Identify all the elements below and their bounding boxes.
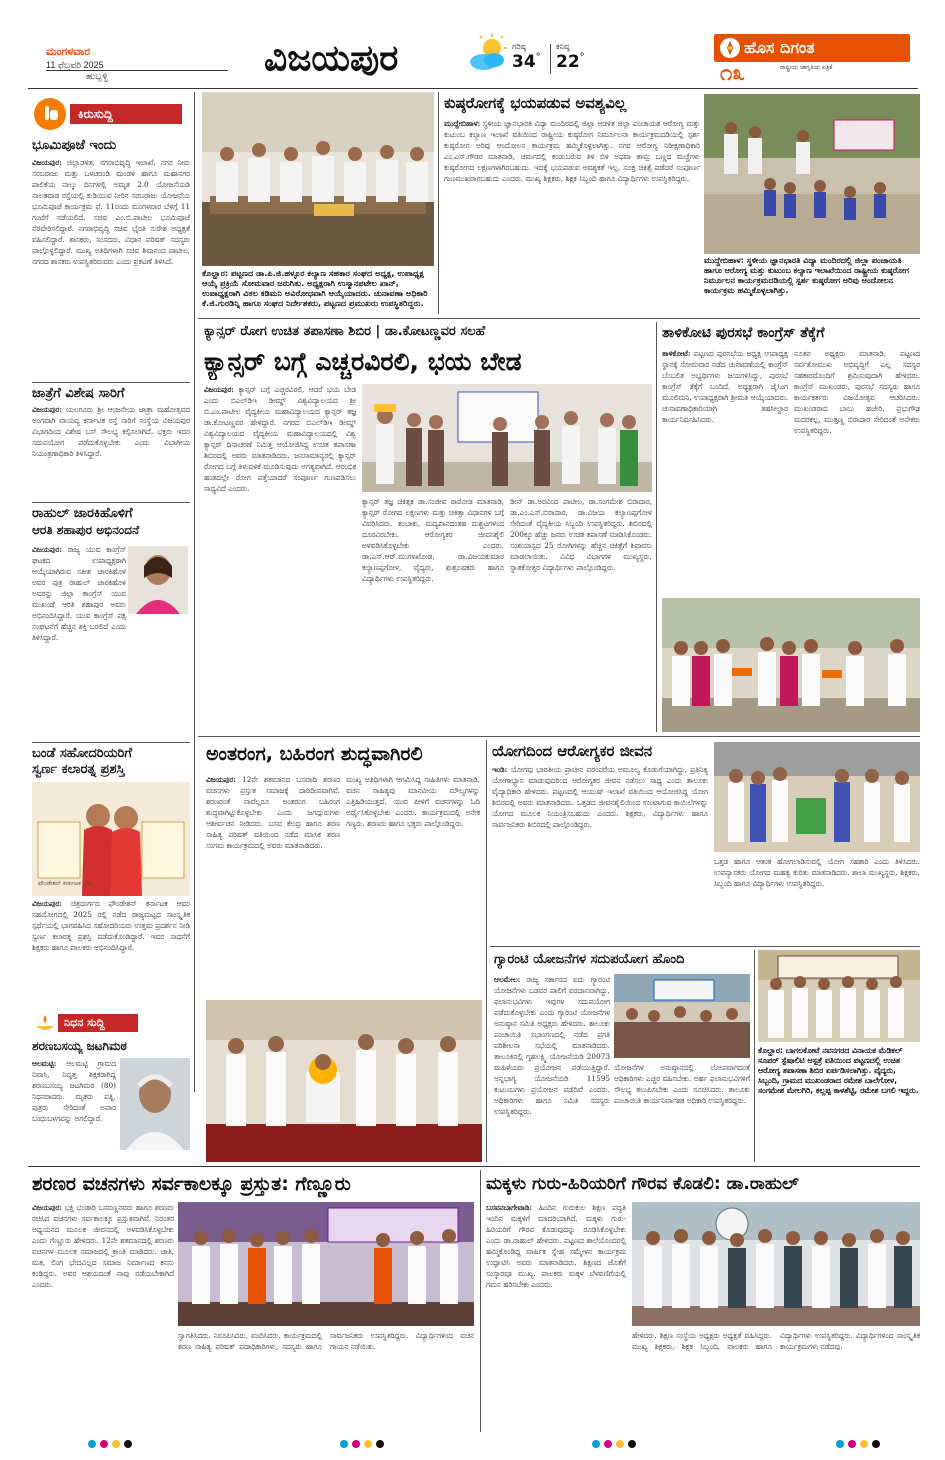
kirusuddi-header	[30, 96, 190, 132]
brief-2-lead: ವಿಜಯಪುರ:	[32, 405, 62, 414]
cancer-col-3	[510, 496, 652, 732]
guarantee-photo	[614, 974, 750, 1058]
lamp-icon	[34, 1014, 56, 1034]
brief-4-photo-caption: ಫೌಂಡೇಶನ್ ಕರ್ನಾಟಕ ಪ್ರಶಸ್ತಿ	[38, 880, 94, 887]
makkalu-lead: ಬಸವನಬಾಗೇವಾಡಿ:	[486, 1203, 533, 1212]
sharana-lead: ವಿಜಯಪುರ:	[32, 1203, 62, 1212]
nidhana-name: ಶರಣಬಸಯ್ಯ ಜಟಗಿಮಠ	[32, 1039, 127, 1053]
temp-min-label: ಕನಿಷ್ಠ	[556, 42, 570, 51]
yoga-text-2: ಒತ್ತಡ ಹಾಗೂ ಆತಂಕ ಹೋಗಲಾಡಿಸುವಲ್ಲಿ ಯೋಗ ಸಹಕಾರಿ ಎಂದು ತಿಳಿಸಿದರು. ಉಪನ್ಯಾಸಕರು ಯೋಗದ ಮಹತ್ವ ಕುರಿತು ಮಾತನಾಡಿದರು. ಶಾಲಾ ಮುಖ್ಯಸ್ಥರು, ಶಿಕ್ಷಕರು, ಸಿಬ್ಬಂದಿ ಹಾಗೂ ವಿದ್ಯಾರ್ಥಿಗಳು ಉಪಸ್ಥಿತರಿದ್ದರು.	[714, 857, 920, 888]
top-photo-caption: ಕೊಲ್ಹಾರ: ಪಟ್ಟಣದ ಡಾ.ಪಿ.ಜಿ.ಹಳ್ಳೂರ ಕಲ್ಯಾಣ ಸಹಕಾರ ಸಂಘದ ಅಧ್ಯಕ್ಷ, ಉಪಾಧ್ಯಕ್ಷ ಆಯ್ಕೆ ಪ್ರಕ್ರಿಯೆ ಸೋಮವಾರ ಜರುಗಿತು. ಅಧ್ಯಕ್ಷರಾಗಿ ಉಸ್ಮಾನಪಟೇಲ ಖಾನ್, ಉಪಾಧ್ಯಕ್ಷರಾಗಿ ವಿಠಲ ಕಡಿಮನಿ ಅವಿರೋಧವಾಗಿ ಆಯ್ಕೆಯಾದರು. ಚುನಾವಣಾ ಅಧಿಕಾರಿ ಕೆ.ಜಿ.ಗುರಡಿನ್ನಿ ಹಾಗೂ ಸಂಘದ ನಿರ್ದೇಶಕರು, ಪಟ್ಟಣದ ಪ್ರಮುಖರು ಉಪಸ್ಥಿತರಿದ್ದರು.	[202, 268, 428, 308]
kolhar-photo	[758, 950, 920, 1042]
brief-3-lead: ವಿಜಯಪುರ:	[32, 545, 62, 554]
temp-min-value: 22	[556, 52, 580, 72]
talikoti-text-1: ಪಟ್ಟಣದ ಪುರಸಭೆಯ ಅಧ್ಯಕ್ಷ ಉಪಾಧ್ಯಕ್ಷ ಸ್ಥಾನಕ್ಕೆ ಸೋಮವಾರ ನಡೆದ ಚುನಾವಣೆಯಲ್ಲಿ ಕಾಂಗ್ರೆಸ್ ಬೆಂಬಲಿತ ಅಭ್ಯರ್ಥಿಗಳು ಜಯಗಳಿಸಿದ್ದು, ಪುರಸಭೆ ಕಾಂಗ್ರೆಸ್ ತೆಕ್ಕೆಗೆ ಬಂದಿದೆ. ಅಧ್ಯಕ್ಷರಾಗಿ ಜೈಸಿಂಗ ಮೂಲಿಮನಿ, ಉಪಾಧ್ಯಕ್ಷರಾಗಿ ಶ್ರೀಮತಿ ಆಯ್ಕೆಯಾದರು. ಚುನಾವಣಾಧಿಕಾರಿಯಾಗಿ ತಹಸೀಲ್ದಾರ ಕಾರ್ಯನಿರ್ವಹಿಸಿದರು.	[662, 349, 788, 424]
kushta-photo	[704, 94, 920, 254]
yoga-photo	[714, 742, 920, 852]
brief-2	[32, 386, 190, 498]
temp-max-deg: °	[535, 52, 541, 63]
cancer-headline: ಕ್ಯಾನ್ಸರ್ ಬಗ್ಗೆ ಎಚ್ಚರವಿರಲಿ, ಭಯ ಬೇಡ	[204, 347, 522, 376]
antaranga-col-1	[206, 774, 340, 996]
dot-black	[376, 1440, 384, 1448]
nidhana-text: ಆಲಮಟ್ಟಿ ಗ್ರಾಮದ ನಿವಾಸಿ, ನಿವೃತ್ತ ಶಿಕ್ಷಕರಾಗಿದ್ದ ಶರಣಬಸಯ್ಯ ಜಟಗಿಮಠ (80) ನಿಧನರಾದರು. ಮೃತರು ಪತ್ನಿ, ಪುತ್ರರು ಸೇರಿದಂತೆ ಅಪಾರ ಬಂಧುಬಳಗವನ್ನು ಅಗಲಿದ್ದಾರೆ.	[32, 1059, 116, 1123]
talikoti-lead: ತಾಳಿಕೋಟೆ:	[662, 349, 691, 358]
makkalu-text-1: ಹಿಂದಿನ ಗುರುಕುಲ ಶಿಕ್ಷಣ ಪದ್ಧತಿ ಇಂದಿನ ಮಕ್ಕಳಿಗೆ ಮಾದರಿಯಾಗಿದೆ. ಮಕ್ಕಳು ಗುರು-ಹಿರಿಯರಿಗೆ ಗೌರವ ಕೊಡುವುದನ್ನು ರೂಢಿಸಿಕೊಳ್ಳಬೇಕು ಎಂದು ಡಾ.ರಾಹುಲ್ ಹೇಳಿದರು. ಪಟ್ಟಣದ ಶಾಲೆಯೊಂದರಲ್ಲಿ ಹಮ್ಮಿಕೊಂಡಿದ್ದ ವಾರ್ಷಿಕ ಸ್ನೇಹ ಸಮ್ಮೇಳನ ಕಾರ್ಯಕ್ರಮ ಉದ್ಘಾಟಿಸಿ ಅವರು ಮಾತನಾಡಿದರು. ಶಿಕ್ಷಣದ ಜೊತೆಗೆ ಸಂಸ್ಕಾರವೂ ಮುಖ್ಯ. ಪಾಲಕರು ಮಕ್ಕಳ ಬೆಳವಣಿಗೆಯಲ್ಲಿ ಗಮನ ಹರಿಸಬೇಕು ಎಂದರು.	[486, 1203, 626, 1289]
antaranga-text-2: ಮುಖ್ಯ ಅತಿಥಿಗಳಾಗಿ ಆಗಮಿಸಿದ್ದ ಸಾಹಿತಿಗಳು ಮಾತನಾಡಿ, ವಚನ ಸಾಹಿತ್ಯವು ಮಾನವೀಯ ಮೌಲ್ಯಗಳನ್ನು ಎತ್ತಿಹಿಡಿಯುತ್ತದೆ. ಯುವ ಪೀಳಿಗೆ ವಚನಗಳನ್ನು ಓದಿ ಅರ್ಥೈಸಿಕೊಳ್ಳಬೇಕು ಎಂದರು. ಕಾರ್ಯಕ್ರಮದಲ್ಲಿ ಅನೇಕ ಗಣ್ಯರು, ಶರಣರು ಹಾಗೂ ಭಕ್ತರು ಪಾಲ್ಗೊಂಡಿದ್ದರು.	[346, 775, 480, 828]
antaranga-photo	[206, 1000, 482, 1162]
nidhana-label: ನಿಧನ ಸುದ್ದಿ	[64, 1016, 105, 1029]
masthead-dateline	[46, 70, 228, 71]
sharana-col-2	[178, 1330, 474, 1430]
temp-max-label: ಗರಿಷ್ಠ	[512, 42, 526, 51]
nidhana-section	[30, 1012, 192, 1160]
brief-4-headline-2: ಸ್ವರ್ಣ ಕಲಾರತ್ನ ಪ್ರಶಸ್ತಿ	[32, 762, 125, 777]
cancer-col-1	[204, 384, 356, 732]
brief-rule-3	[32, 742, 190, 743]
masthead-dateblock	[46, 46, 226, 86]
brief-rule-2	[32, 502, 190, 503]
kushta-body	[444, 118, 700, 318]
kushta-headline: ಕುಷ್ಠರೋಗಕ್ಕೆ ಭಯಪಡುವ ಅವಶ್ಯವಿಲ್ಲ	[444, 94, 627, 112]
brand-logo-icon	[720, 38, 740, 58]
sharana-headline: ಶರಣರ ವಚನಗಳು ಸರ್ವಕಾಲಕ್ಕೂ ಪ್ರಸ್ತುತ: ಗೆಣ್ಣೂರು	[32, 1173, 351, 1195]
nidhana-body	[32, 1058, 116, 1156]
cancer-lead: ವಿಜಯಪುರ:	[204, 385, 234, 394]
brand-banner	[714, 34, 910, 62]
rule-yoga-guarantee	[490, 946, 920, 947]
talikoti-headline: ತಾಳಿಕೋಟಿ ಪುರಸಭೆ ಕಾಂಗ್ರೆಸ್ ತೆಕ್ಕೆಗೆ	[662, 325, 825, 341]
kirusuddi-label-bar	[70, 104, 182, 124]
brief-4-text: ಚಿತ್ರದುರ್ಗದ ಫೌಂಡೇಶನ್ ಕರ್ನಾಟಕ ಆವರ ಸಹಯೋಗದಲ್ಲಿ 2025 ರಲ್ಲಿ ನಡೆದ ರಾಜ್ಯಮಟ್ಟದ ಸಾಂಸ್ಕೃತಿಕ ಸ್ಪರ್ಧೆಯಲ್ಲಿ ಭಾಗವಹಿಸಿದ ಸಹೋದರಿಯರು ಉತ್ತಮ ಪ್ರದರ್ಶನ ನೀಡಿ ಸ್ವರ್ಣ ಕಲಾರತ್ನ ಪ್ರಶಸ್ತಿ ಪಡೆದುಕೊಂಡಿದ್ದಾರೆ. ಇವರ ಸಾಧನೆಗೆ ಶಿಕ್ಷಕರು ಹಾಗೂ ಪಾಲಕರು ಅಭಿನಂದಿಸಿದ್ದಾರೆ.	[32, 899, 190, 952]
masthead-day: ಮಂಗಳವಾರ	[46, 46, 91, 58]
yoga-text: ಯೋಗವು ಭಾರತೀಯ ಪ್ರಾಚೀನ ಪರಂಪರೆಯ ಅಮೂಲ್ಯ ಕೊಡುಗೆಯಾಗಿದ್ದು, ಪ್ರತಿನಿತ್ಯ ಯೋಗಾಭ್ಯಾಸ ಮಾಡುವುದರಿಂದ ಆರೋಗ್ಯಕರ ಜೀವನ ನಡೆಸಲು ಸಾಧ್ಯ ಎಂದು ತಾಲೂಕು ವೈದ್ಯಾಧಿಕಾರಿ ಹೇಳಿದರು. ಪಟ್ಟಣದಲ್ಲಿ ಆಯುಷ್ ಇಲಾಖೆ ವತಿಯಿಂದ ಆಯೋಜಿಸಿದ್ದ ಯೋಗ ಶಿಬಿರದಲ್ಲಿ ಅವರು ಮಾತನಾಡಿದರು. ಒತ್ತಡದ ಜೀವನಶೈಲಿಯಿಂದ ಉಂಟಾಗುವ ಕಾಯಿಲೆಗಳನ್ನು ಯೋಗದ ಮೂಲಕ ನಿಯಂತ್ರಿಸಬಹುದು ಎಂದರು. ಶಿಕ್ಷಕರು, ವಿದ್ಯಾರ್ಥಿಗಳು ಹಾಗೂ ಸಾರ್ವಜನಿಕರು ಶಿಬಿರದಲ್ಲಿ ಪಾಲ್ಗೊಂಡಿದ್ದರು.	[492, 765, 708, 829]
makkalu-col-1	[486, 1202, 626, 1430]
sharana-text-2: ಸ್ವಾಗತಿಸಿದರು. ನಿರೂಪಿಸಿದರು, ವಂದಿಸಿದರು. ಕಾರ್ಯಕ್ರಮದಲ್ಲಿ ಶರಣ ಸಾಹಿತ್ಯ ಪರಿಷತ್ ಪದಾಧಿಕಾರಿಗಳು, ಸದಸ್ಯರು ಹಾಗೂ ಸಾರ್ವಜನಿಕರು ಉಪಸ್ಥಿತರಿದ್ದರು. ವಿದ್ಯಾರ್ಥಿಗಳಿಂದ ವಚನ ಗಾಯನ ನಡೆಯಿತು.	[178, 1331, 474, 1351]
brief-1	[32, 138, 190, 378]
temp-divider	[550, 44, 551, 74]
makkalu-col-2	[632, 1330, 920, 1430]
brief-4-headline-1: ಬಂಡೆ ಸಹೋದರಿಯರಿಗೆ	[32, 746, 132, 761]
masthead	[0, 0, 945, 88]
brief-3-body	[32, 544, 126, 740]
dot-black	[628, 1440, 636, 1448]
cancer-text-3: ಡೀನ್ ಡಾ.ಅರವಿಂದ ಪಾಟೀಲ, ಡಾ.ಸಂಗಮೇಶ ಬಿರಾದಾರ, ಡಾ.ಎಂ.ಎಸ್.ಬಿರಾದಾರ, ಡಾ.ವಿಜಯ ಕಲ್ಯಾಣಪ್ಪಗೋಳ ಸೇರಿದಂತೆ ವೈದ್ಯಕೀಯ ಸಿಬ್ಬಂದಿ ಉಪಸ್ಥಿತರಿದ್ದರು. ಶಿಬಿರದಲ್ಲಿ 200ಕ್ಕೂ ಹೆಚ್ಚು ಜನರು ಉಚಿತ ತಪಾಸಣೆ ಮಾಡಿಸಿಕೊಂಡರು. ಸಂಶಯಾಸ್ಪದ 25 ರೋಗಿಗಳನ್ನು ಹೆಚ್ಚಿನ ಚಿಕಿತ್ಸೆಗೆ ಶಿಫಾರಸು ಮಾಡಲಾಯಿತು. ವಿವಿಧ ವಿಭಾಗಗಳ ಮುಖ್ಯಸ್ಥರು, ಸ್ನಾತಕೋತ್ತರ ವಿದ್ಯಾರ್ಥಿಗಳು ಪಾಲ್ಗೊಂಡಿದ್ದರು.	[510, 497, 652, 572]
dot-black	[124, 1440, 132, 1448]
sharana-right-rule	[480, 1170, 481, 1432]
makkalu-headline: ಮಕ್ಕಳು ಗುರು-ಹಿರಿಯರಿಗೆ ಗೌರವ ಕೊಡಲಿ: ಡಾ.ರಾಹುಲ್	[486, 1174, 799, 1194]
brief-3-headline-2: ಆರತಿ ಶಹಾಪುರ ಅಭಿನಂದನೆ	[32, 523, 140, 537]
cancer-col-2	[362, 496, 504, 732]
masthead-date: 11 ಫೆಬ್ರವರಿ 2025	[46, 60, 104, 70]
top-photo	[202, 92, 434, 266]
kolhar-photo-caption: ಕೊಲ್ಹಾರ: ಬಾಗಲಕೋಟೆ ನವನಗರದ ವಿನಾಯಕ ಮೆಡಿಕಲ್ ಸೂಪರ್ ಸ್ಪೆಷಾಲಿಟಿ ಆಸ್ಪತ್ರೆ ವತಿಯಿಂದ ಪಟ್ಟಣದಲ್ಲಿ ಉಚಿತ ಆರೋಗ್ಯ ತಪಾಸಣಾ ಶಿಬಿರ ಏರ್ಪಡಿಸಲಾಗಿತ್ತು. ವೈದ್ಯರು, ಸಿಬ್ಬಂದಿ, ಗ್ರಾಮದ ಮುಖಂಡರಾದ ರಮೇಶ ಬಾಲೆಗೋಳ, ಸಂಗಮೇಶ ಮೇಲಗಿರಿ, ಕಲ್ಲಪ್ಪ ಕಾಳಶೆಟ್ಟಿ, ರಮೇಶ ಬಗಲಿ ಇದ್ದರು.	[758, 1046, 919, 1095]
guarantee-right-rule	[754, 950, 755, 1162]
guarantee-headline: ಗ್ಯಾರಂಟಿ ಯೋಜನೆಗಳ ಸದುಪಯೋಗ ಹೊಂದಿ	[494, 952, 685, 967]
makkalu-photo	[632, 1202, 920, 1326]
kirusuddi-label: ಕಿರುಸುದ್ದಿ	[78, 107, 113, 121]
talikoti-col-1	[662, 348, 788, 592]
dot-yellow	[616, 1440, 624, 1448]
dot-yellow	[860, 1440, 868, 1448]
sharana-text-1: ಭಕ್ತಿ ಭಂಡಾರಿ ಬಸವಣ್ಣನವರು ಹಾಗೂ ಶರಣರು ರಚಿಸಿದ ವಚನಗಳು ಸರ್ವಕಾಲಕ್ಕೂ ಪ್ರಸ್ತುತವಾಗಿವೆ. ನಿರಂತರ ಅಧ್ಯಯನದ ಮೂಲಕ ಜೀವನದಲ್ಲಿ ಅಳವಡಿಸಿಕೊಳ್ಳಬೇಕು ಎಂದು ಗೆಣ್ಣೂರು ಹೇಳಿದರು. 12ನೇ ಶತಮಾನದಲ್ಲಿ ಶರಣರು ವಚನಗಳ ಮೂಲಕ ಸಮಾಜದಲ್ಲಿ ಕ್ರಾಂತಿ ಮಾಡಿದರು. ಜಾತಿ, ಮತ, ಲಿಂಗ ಭೇದವಿಲ್ಲದ ಸಮಾಜ ನಿರ್ಮಾಣದ ಕನಸು ಕಂಡಿದ್ದರು. ಅವರ ಆಶಯದಂತೆ ನಾವು ನಡೆಯಬೇಕಾಗಿದೆ ಎಂದರು.	[32, 1203, 174, 1289]
dot-magenta	[604, 1440, 612, 1448]
cancer-text-1: ಕ್ಯಾನ್ಸರ್ ಬಗ್ಗೆ ಎಚ್ಚರವಿರಲಿ, ಆದರೆ ಭಯ ಬೇಡ ಎಂದು ಬಿಎಲ್‌ಡಿಇ ಡೀಮ್ಡ್ ವಿಶ್ವವಿದ್ಯಾಲಯದ ಶ್ರೀ ಬಿ.ಎಂ.ಪಾಟೀಲ ವೈದ್ಯಕೀಯ ಮಹಾವಿದ್ಯಾಲಯದ ಕ್ಯಾನ್ಸರ್ ತಜ್ಞ ಡಾ.ಕೋಟಣ್ಣವರ ಹೇಳಿದ್ದಾರೆ. ನಗರದ ಬಿಎಲ್‌ಡಿಇ ಡೀಮ್ಡ್ ವಿಶ್ವವಿದ್ಯಾಲಯದ ವೈದ್ಯಕೀಯ ಮಹಾವಿದ್ಯಾಲಯದಲ್ಲಿ ವಿಶ್ವ ಕ್ಯಾನ್ಸರ್ ದಿನಾಚರಣೆ ನಿಮಿತ್ತ ಆಯೋಜಿಸಿದ್ದ ಉಚಿತ ತಪಾಸಣಾ ಶಿಬಿರದಲ್ಲಿ ಅವರು ಮಾತನಾಡಿದರು. ಜನಸಾಮಾನ್ಯರಲ್ಲಿ ಕ್ಯಾನ್ಸರ್ ರೋಗದ ಬಗ್ಗೆ ತಿಳುವಳಿಕೆ ಮೂಡಿಸುವುದು ಅಗತ್ಯವಾಗಿದೆ. ಆರಂಭಿಕ ಹಂತದಲ್ಲೇ ರೋಗ ಪತ್ತೆಯಾದರೆ ಸಂಪೂರ್ಣ ಗುಣಪಡಿಸಲು ಸಾಧ್ಯವಿದೆ ಎಂದರು.	[204, 385, 356, 493]
guarantee-text-2: ಯೋಜನೆಗಳ ಅನುಷ್ಠಾನದಲ್ಲಿ ಲೋಪವಾಗದಂತೆ ಅಧಿಕಾರಿಗಳು ಎಚ್ಚರ ವಹಿಸಬೇಕು. ಅರ್ಹ ಫಲಾನುಭವಿಗಳಿಗೆ ಸೌಲಭ್ಯ ತಲುಪಿಸಬೇಕು ಎಂದು ಸೂಚಿಸಿದರು. ತಾಲೂಕು ಪಂಚಾಯಿತಿ ಕಾರ್ಯನಿರ್ವಾಹಕ ಅಧಿಕಾರಿ ಉಪಸ್ಥಿತರಿದ್ದರು.	[614, 1063, 750, 1105]
guarantee-text: ರಾಜ್ಯ ಸರ್ಕಾರದ ಐದು ಗ್ಯಾರಂಟಿ ಯೋಜನೆಗಳು ಬಡವರ ಪಾಲಿಗೆ ವರದಾನವಾಗಿದ್ದು, ಫಲಾನುಭವಿಗಳು ಇವುಗಳ ಸದುಪಯೋಗ ಪಡೆದುಕೊಳ್ಳಬೇಕು ಎಂದು ಗ್ಯಾರಂಟಿ ಯೋಜನೆಗಳ ಅನುಷ್ಠಾನ ಸಮಿತಿ ಅಧ್ಯಕ್ಷರು ಹೇಳಿದರು. ತಾಲೂಕು ಪಂಚಾಯಿತಿ ಸಭಾಂಗಣದಲ್ಲಿ ನಡೆದ ಪ್ರಗತಿ ಪರಿಶೀಲನಾ ಸಭೆಯಲ್ಲಿ ಮಾತನಾಡಿದರು. ತಾಲೂಕಿನಲ್ಲಿ ಗೃಹಲಕ್ಷ್ಮಿ ಯೋಜನೆಯಡಿ 20073 ಮಹಿಳೆಯರು ಪ್ರಯೋಜನ ಪಡೆಯುತ್ತಿದ್ದಾರೆ. ಅನ್ನಭಾಗ್ಯ ಯೋಜನೆಯಡಿ 11595 ಕುಟುಂಬಗಳು ಪ್ರಯೋಜನ ಪಡೆದಿವೆ ಎಂದರು. ಅಧಿಕಾರಿಗಳು ಹಾಗೂ ಸಮಿತಿ ಸದಸ್ಯರು ಉಪಸ್ಥಿತರಿದ್ದರು.	[494, 975, 610, 1116]
brief-4-body	[32, 898, 190, 1002]
brief-2-headline: ಜಾತ್ರೆಗೆ ವಿಶೇಷ ಸಾರಿಗೆ	[32, 386, 125, 401]
antaranga-lead: ವಿಜಯಪುರ:	[206, 775, 236, 784]
brief-3	[32, 506, 190, 740]
rule-row3	[28, 1166, 920, 1167]
yoga-body	[492, 764, 708, 942]
antaranga-text-1: 12ನೇ ಶತಮಾನದ ಬಸವಾದಿ ಶರಣರ ವಚನಗಳು ಪ್ರಸ್ತುತ ಸಮಾಜಕ್ಕೆ ದಾರಿದೀಪವಾಗಿವೆ. ಶರಣರಂತೆ ನಾವೆಲ್ಲರೂ ಅಂತರಂಗ ಬಹಿರಂಗ ಶುದ್ಧವಾಗಿಟ್ಟುಕೊಳ್ಳಬೇಕು ಎಂದು ಜಗದ್ಗುರುಗಳು ಆಶೀರ್ವಚನ ನೀಡಿದರು. ಬಸವ ಕೇಂದ್ರ ಹಾಗೂ ಶರಣ ಸಾಹಿತ್ಯ ಪರಿಷತ್ ವತಿಯಿಂದ ನಡೆದ ಮಾಸಿಕ ಶರಣ ಸಂಗಮ ಕಾರ್ಯಕ್ರಮದಲ್ಲಿ ಅವರು ಮಾತನಾಡಿದರು.	[206, 775, 340, 850]
guarantee-col-1	[494, 974, 610, 1162]
temp-max-value: 34	[512, 52, 536, 72]
page-number: ೧೩	[720, 61, 745, 86]
dot-yellow	[112, 1440, 120, 1448]
dot-cyan	[592, 1440, 600, 1448]
dot-cyan	[836, 1440, 844, 1448]
temp-min-deg: °	[579, 52, 585, 63]
brief-2-body	[32, 404, 190, 498]
brief-4-lead: ವಿಜಯಪುರ:	[32, 899, 62, 908]
yoga-lead: ಇಂಡಿ:	[492, 765, 508, 774]
yoga-body-2	[714, 856, 920, 942]
nidhana-lead: ಆಲಮಟ್ಟಿ:	[32, 1059, 57, 1068]
guarantee-lead: ಆಲಮೇಲ:	[494, 975, 521, 984]
antaranga-col-2	[346, 774, 480, 996]
registration-dots-center-left	[340, 1440, 384, 1448]
kushta-lead: ಮುದ್ದೇಬಿಹಾಳ:	[444, 119, 481, 128]
sharana-col-1	[32, 1202, 174, 1430]
brief-rule-1	[32, 382, 190, 383]
registration-dots-left	[88, 1440, 132, 1448]
masthead-city: ಹುಬ್ಬಳ್ಳಿ	[86, 71, 108, 81]
dot-cyan	[340, 1440, 348, 1448]
brief-2-text: ಯಲಗೂರು ಶ್ರೀ ಆಂಜನೇಯ ಜಾತ್ರಾ ಮಹೋತ್ಸವದ ಅಂಗವಾಗಿ ವಾಯವ್ಯ ಕರ್ನಾಟಕ ರಸ್ತೆ ಸಾರಿಗೆ ಸಂಸ್ಥೆಯ ವಿಜಯಪುರ ವಿಭಾಗದಿಂದ ವಿಶೇಷ ಬಸ್ ಸೌಲಭ್ಯ ಕಲ್ಪಿಸಲಾಗಿದೆ. ಭಕ್ತರು ಇದರ ಸದುಪಯೋಗ ಪಡೆದುಕೊಳ್ಳಬೇಕು ಎಂದು ವಿಭಾಗೀಯ ನಿಯಂತ್ರಣಾಧಿಕಾರಿ ತಿಳಿಸಿದ್ದಾರೆ.	[32, 405, 190, 458]
temp-max	[512, 42, 546, 78]
antaranga-headline: ಅಂತರಂಗ, ಬಹಿರಂಗ ಶುದ್ಧವಾಗಿರಲಿ	[206, 743, 423, 765]
nidhana-label-bar	[58, 1014, 138, 1032]
talikoti-text-2: ನೂತನ ಅಧ್ಯಕ್ಷರು ಮಾತನಾಡಿ, ಪಟ್ಟಣದ ಸರ್ವತೋಮುಖ ಅಭಿವೃದ್ಧಿಗೆ ಎಲ್ಲ ಸದಸ್ಯರ ಸಹಕಾರದೊಂದಿಗೆ ಶ್ರಮಿಸುವುದಾಗಿ ಹೇಳಿದರು. ಕಾಂಗ್ರೆಸ್ ಮುಖಂಡರು, ಪುರಸಭೆ ಸದಸ್ಯರು ಹಾಗೂ ಕಾರ್ಯಕರ್ತರು ವಿಜಯೋತ್ಸವ ಆಚರಿಸಿದರು. ಮುಖಂಡರಾದ ಬಾಬು ಹಜೇರಿ, ಪ್ರಭುಗೌಡ ಮದರಕಲ್ಲ, ಮುತ್ತಣ್ಣ ಬಿರಾದಾರ ಸೇರಿದಂತೆ ಅನೇಕರು ಉಪಸ್ಥಿತರಿದ್ದರು.	[794, 349, 920, 435]
hand-icon	[34, 98, 66, 130]
masthead-rule	[28, 88, 918, 89]
brief-1-text: ಜಿಲ್ಲಾಡಳಿತ, ನಗರಾಭಿವೃದ್ಧಿ ಇಲಾಖೆ, ನಗರ ನೀರು ಸರಬರಾಜು ಮತ್ತು ಒಳಚರಂಡಿ ಮಂಡಳಿ ಹಾಗೂ ಮಹಾನಗರ ಪಾಲಿಕೆಯ ನಾಲ್ಕು ದಿನಗಳಲ್ಲಿ ಅಮೃತ 2.0 ಯೋಜನೆಯಡಿ ನಾಲತವಾಡ ರಸ್ತೆಯಲ್ಲಿ ಕುಡಿಯುವ ನೀರಿನ ಸರಬರಾಜು ಯೋಜನೆಯ ಭೂಮಿಪೂಜೆ ಕಾರ್ಯಕ್ರಮ ಫೆ. 11ರಂದು ಮಂಗಳವಾರ ಬೆಳಿಗ್ಗೆ 11 ಗಂಟೆಗೆ ನಡೆಯಲಿದೆ. ಸಚಿವ ಎಂ.ಬಿ.ಪಾಟೀಲ ಭೂಮಿಪೂಜೆ ನೆರವೇರಿಸಲಿದ್ದಾರೆ. ನಗರಾಭಿವೃದ್ಧಿ ಸಚಿವ ಭೈರತಿ ಸುರೇಶ ಅಧ್ಯಕ್ಷತೆ ವಹಿಸಲಿದ್ದಾರೆ. ಶಾಸಕರು, ಸಂಸದರು, ವಿಧಾನ ಪರಿಷತ್ ಸದಸ್ಯರು ಪಾಲ್ಗೊಳ್ಳಲಿದ್ದಾರೆ. ಮುಖ್ಯ ಅತಿಥಿಗಳಾಗಿ ಸಚಿವ ಶಿವಾನಂದ ಪಾಟೀಲ, ನಗರದ ಶಾಸಕರು ಉಪಸ್ಥಿತರಿರುವರು ಎಂದು ಪ್ರಕಟಣೆ ತಿಳಿಸಿದೆ.	[32, 158, 190, 266]
brief-3-headline-1: ರಾಹುಲ್ ಜಾರಕಿಹೊಳಿಗೆ	[32, 506, 133, 521]
left-col-rule	[194, 92, 195, 1092]
cancer-kicker: ಕ್ಯಾನ್ಸರ್ ರೋಗ ಉಚಿತ ತಪಾಸಣಾ ಶಿಬಿರ | ಡಾ.ಕೋಟಣ್ಣವರ ಸಲಹೆ	[204, 324, 486, 339]
dot-cyan	[88, 1440, 96, 1448]
sharana-photo	[178, 1202, 474, 1326]
dot-magenta	[100, 1440, 108, 1448]
temp-min	[556, 42, 590, 78]
nidhana-photo	[120, 1058, 190, 1150]
rule-row1	[198, 318, 920, 319]
brief-3-text: ರಾಜ್ಯ ಯುವ ಕಾಂಗ್ರೆಸ್ ಘಟಕದ ಉಪಾಧ್ಯಕ್ಷರಾಗಿ ಆಯ್ಕೆಯಾಗಿರುವ ಸತೀಶ ಜಾರಕಿಹೊಳಿ ಅವರ ಪುತ್ರ ರಾಹುಲ್ ಜಾರಕಿಹೊಳಿ ಅವರನ್ನು ಜಿಲ್ಲಾ ಕಾಂಗ್ರೆಸ್ ಯುವ ಮುಖಂಡೆ ಆರತಿ ಶಹಾಪುರ ಅವರು ಅಭಿನಂದಿಸಿದ್ದಾರೆ. ಯುವ ಕಾಂಗ್ರೆಸ್ ಪಕ್ಷ ಸಂಘಟನೆಗೆ ಹೆಚ್ಚಿನ ಶಕ್ತಿ ಬರಲಿದೆ ಎಂದು ತಿಳಿಸಿದ್ದಾರೆ.	[32, 545, 126, 642]
talikoti-photo	[662, 598, 920, 732]
brand-tagline: ರಾಷ್ಟ್ರೀಯ ಜಾಗೃತಿಯ ಪತ್ರಿಕೆ	[780, 64, 833, 71]
dot-black	[872, 1440, 880, 1448]
brief-1-headline: ಭೂಮಿಪೂಜೆ ಇಂದು	[32, 138, 117, 153]
brief-1-body	[32, 157, 190, 377]
registration-dots-center-right	[592, 1440, 636, 1448]
brief-3-photo	[128, 546, 188, 614]
registration-dots-right	[836, 1440, 880, 1448]
brand-name: ಹೊಸ ದಿಗಂತ	[744, 38, 815, 57]
brief-1-lead: ವಿಜಯಪುರ:	[32, 158, 62, 167]
masthead-title: ವಿಜಯಪುರ	[264, 38, 399, 79]
weather-icon	[466, 34, 508, 74]
dot-yellow	[364, 1440, 372, 1448]
brief-4-photo	[32, 782, 190, 896]
kushta-text: ಸ್ಥಳೀಯ ಜ್ಞಾನಭಾರತಿ ವಿದ್ಯಾ ಮಂದಿರದಲ್ಲಿ ಜಿಲ್ಲಾ ಆಡಳಿತ ಜಿಲ್ಲಾ ಪಂಚಾಯತ ಆರೋಗ್ಯ ಮತ್ತು ಕುಟುಂಬ ಕಲ್ಯಾಣ ಇಲಾಖೆ ವತಿಯಿಂದ ರಾಷ್ಟ್ರೀಯ ಕುಷ್ಠರೋಗ ನಿರ್ಮೂಲನಾ ಕಾರ್ಯಕ್ರಮದಡಿಯಲ್ಲಿ ಸ್ಪರ್ಶ ಕುಷ್ಠರೋಗ ಅರಿವು ಆಂದೋಲನ ಕಾರ್ಯಕ್ರಮ ಹಮ್ಮಿಕೊಳ್ಳಲಾಗಿತ್ತು. ನಗರ ಆರೋಗ್ಯ ನಿರೀಕ್ಷಣಾಧಿಕಾರಿ ಎಂ.ಎಸ್.ಗೌಡರ ಮಾತನಾಡಿ, ಚರ್ಮದಲ್ಲಿ ಕಂಡುಬರುವ ತಿಳಿ ಬಿಳಿ ಅಥವಾ ತಾಮ್ರ ಬಣ್ಣದ ಮಚ್ಚೆಗಳು ಕುಷ್ಠರೋಗದ ಲಕ್ಷಣಗಳಾಗಿರಬಹುದು. ಇದಕ್ಕೆ ಭಯಪಡುವ ಅವಶ್ಯಕತೆ ಇಲ್ಲ. ಸೂಕ್ತ ಚಿಕಿತ್ಸೆ ಪಡೆದರೆ ಸಂಪೂರ್ಣ ಗುಣಮುಖರಾಗಬಹುದು ಎಂದರು. ಮುಖ್ಯ ಶಿಕ್ಷಕರು, ಶಿಕ್ಷಕ ಸಿಬ್ಬಂದಿ ಹಾಗೂ ವಿದ್ಯಾರ್ಥಿಗಳು ಉಪಸ್ಥಿತರಿದ್ದರು.	[444, 119, 700, 183]
antaranga-right-rule	[486, 740, 487, 1162]
rule-row2	[198, 736, 920, 737]
talikoti-col-2	[794, 348, 920, 592]
guarantee-col-2	[614, 1062, 750, 1162]
makkalu-text-2: ಹೇಳಿದರು. ಶಿಕ್ಷಣ ಸಂಸ್ಥೆಯ ಅಧ್ಯಕ್ಷರು ಅಧ್ಯಕ್ಷತೆ ವಹಿಸಿದ್ದರು. ಮುಖ್ಯ ಶಿಕ್ಷಕರು, ಶಿಕ್ಷಕ ಸಿಬ್ಬಂದಿ, ಪಾಲಕರು ಹಾಗೂ ವಿದ್ಯಾರ್ಥಿಗಳು ಉಪಸ್ಥಿತರಿದ್ದರು. ವಿದ್ಯಾರ್ಥಿಗಳಿಂದ ಸಾಂಸ್ಕೃತಿಕ ಕಾರ್ಯಕ್ರಮಗಳು ನಡೆದವು.	[632, 1331, 920, 1351]
cancer-photo	[362, 384, 652, 492]
cancer-text-2: ಕ್ಯಾನ್ಸರ್ ತಜ್ಞ ಚಿಕಿತ್ಸಕ ಡಾ.ಸಂಜೀವ ರಾಠೋಡ ಮಾತನಾಡಿ, ಕ್ಯಾನ್ಸರ್ ರೋಗದ ಲಕ್ಷಣಗಳು ಮತ್ತು ಚಿಕಿತ್ಸಾ ವಿಧಾನಗಳ ಬಗ್ಗೆ ವಿವರಿಸಿದರು. ತಂಬಾಕು, ಮದ್ಯಪಾನದಂತಹ ದುಶ್ಚಟಗಳಿಂದ ದೂರವಿರಬೇಕು. ಆರೋಗ್ಯಕರ ಜೀವನಶೈಲಿ ಅಳವಡಿಸಿಕೊಳ್ಳಬೇಕು ಎಂದರು. ಡಾ.ಎಸ್.ಆರ್.ಮುಗಳಖೋಡ, ಡಾ.ವಿಜಯಕುಮಾರ ಕಲ್ಯಾಣಪ್ಪಗೋಳ, ವೈದ್ಯರು, ಶುಶ್ರೂಷಕರು ಹಾಗೂ ವಿದ್ಯಾರ್ಥಿಗಳು ಉಪಸ್ಥಿತರಿದ್ದರು.	[362, 497, 504, 583]
cancer-right-rule	[656, 322, 657, 732]
top-col-rule	[438, 92, 439, 314]
dot-magenta	[352, 1440, 360, 1448]
dot-magenta	[848, 1440, 856, 1448]
brief-4	[32, 746, 190, 1006]
kushta-photo-caption: ಮುದ್ದೇಬಿಹಾಳ: ಸ್ಥಳೀಯ ಜ್ಞಾನಭಾರತಿ ವಿದ್ಯಾ ಮಂದಿರದಲ್ಲಿ ಜಿಲ್ಲಾ ಪಂಚಾಯತಿ ಹಾಗೂ ಆರೋಗ್ಯ ಮತ್ತು ಕುಟುಂಬ ಕಲ್ಯಾಣ ಇಲಾಖೆಯಿಂದ ರಾಷ್ಟ್ರೀಯ ಕುಷ್ಠರೋಗ ನಿರ್ಮೂಲನ ಕಾರ್ಯಕ್ರಮದಡಿಯಲ್ಲಿ ಸ್ಪರ್ಶ ಕುಷ್ಠರೋಗ ಅರಿವು ಆಂದೋಲನ ಕಾರ್ಯಕ್ರಮ ಹಮ್ಮಿಕೊಳ್ಳಲಾಗಿತ್ತು.	[704, 256, 910, 295]
yoga-headline: ಯೋಗದಿಂದ ಆರೋಗ್ಯಕರ ಜೀವನ	[492, 742, 653, 760]
